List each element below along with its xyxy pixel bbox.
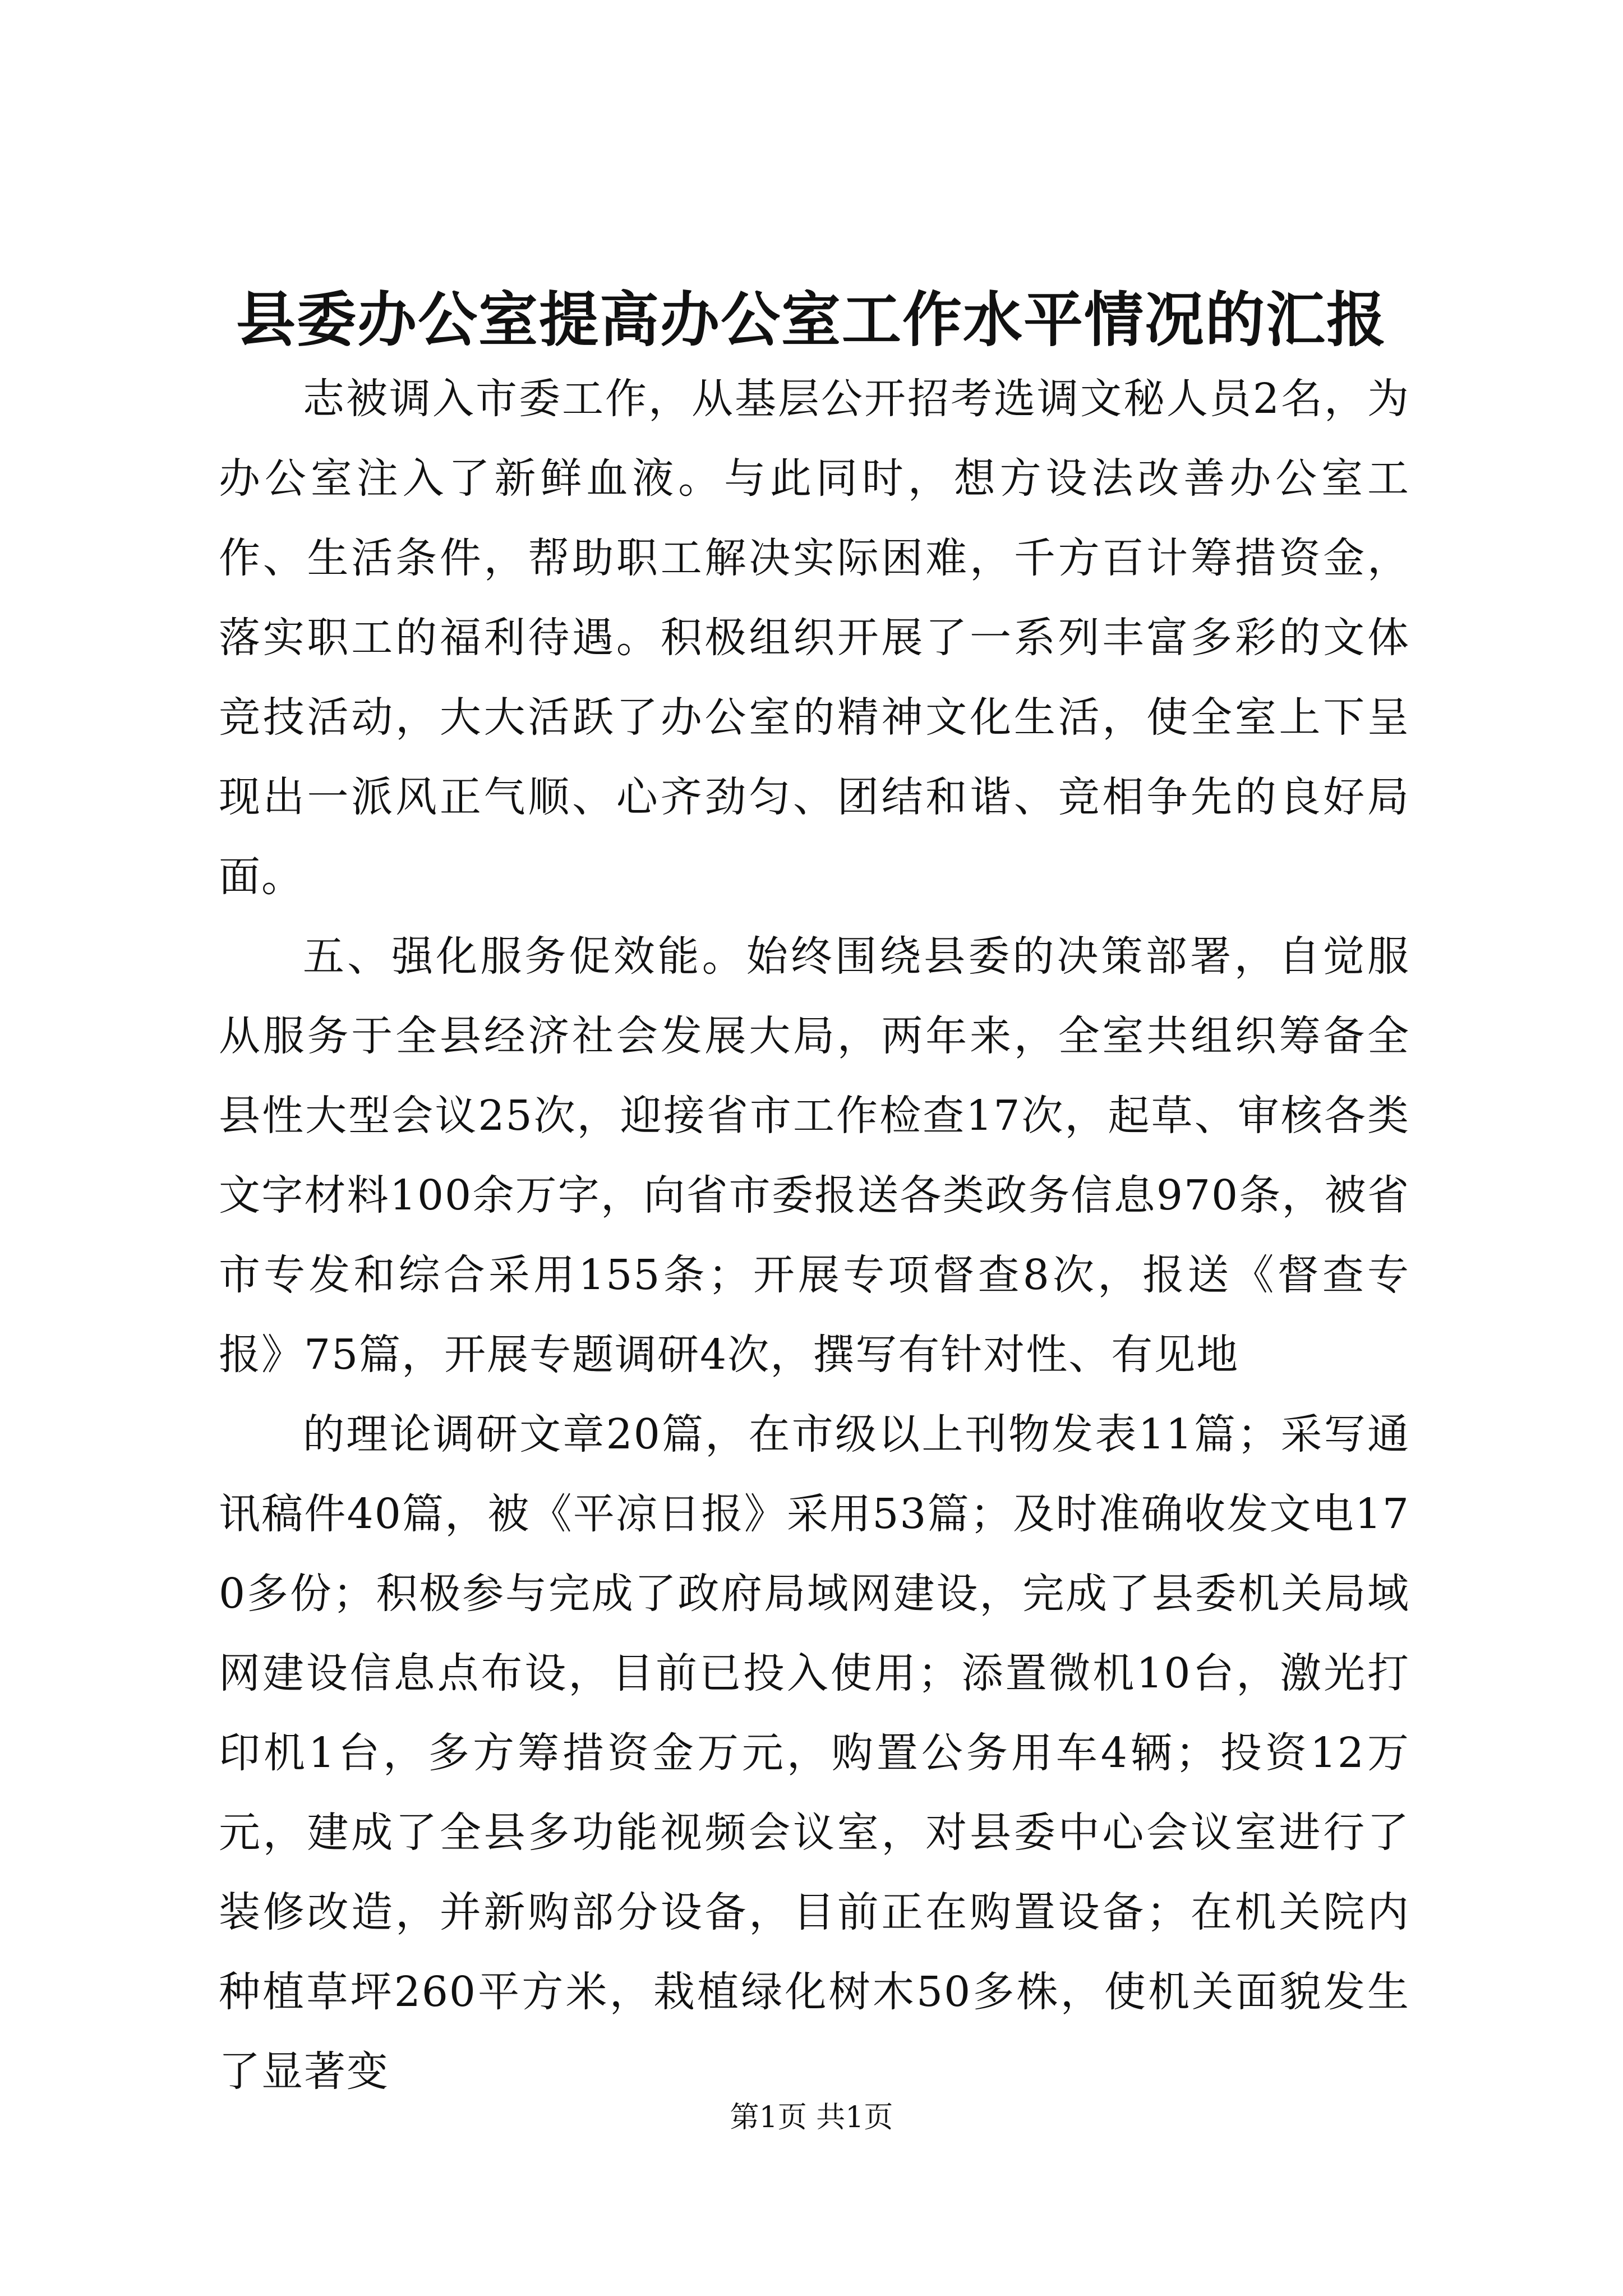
page-footer: 第1页 共1页	[730, 2101, 893, 2134]
paragraph-1: 志被调入市委工作，从基层公开招考选调文秘人员2名，为办公室注入了新鲜血液。与此同时，想方设法改善办公室工作、生活条件，帮助职工解决实际困难，千方百计筹措资金，落实职工的福利待遇。积极组织开展了一系列丰富多彩的文体竞技活动，大大活跃了办公室的精神文化生活，使全室上下呈现出一派风正气顺、心齐劲匀、团结和谐、竞相争先的良好局面。	[219, 375, 1410, 901]
paragraph-3: 的理论调研文章20篇，在市级以上刊物发表11篇；采写通讯稿件40篇，被《平凉日报》采用53篇；及时准确收发文电170多份；积极参与完成了政府局域网建设，完成了县委机关局域网建设信息点布设，目前已投入使用；添置微机10台，激光打印机1台，多方筹措资金万元，购置公务用车4辆；投资12万元，建成了全县多功能视频会议室，对县委中心会议室进行了装修改造，并新购部分设备，目前正在购置设备；在机关院内种植草坪260平方米，栽植绿化树木50多株，使机关面貌发生了显著变	[219, 1410, 1410, 2096]
document-title: 县委办公室提高办公室工作水平情况的汇报	[236, 284, 1387, 355]
paragraph-2: 五、强化服务促效能。始终围绕县委的决策部署，自觉服从服务于全县经济社会发展大局，两年来，全室共组织筹备全县性大型会议25次，迎接省市工作检查17次，起草、审核各类文字材料100余万字，向省市委报送各类政务信息970条，被省市专发和综合采用155条；开展专项督查8次，报送《督查专报》75篇，开展专题调研4次，撰写有针对性、有见地	[219, 932, 1410, 1379]
document-body	[219, 359, 1410, 2111]
